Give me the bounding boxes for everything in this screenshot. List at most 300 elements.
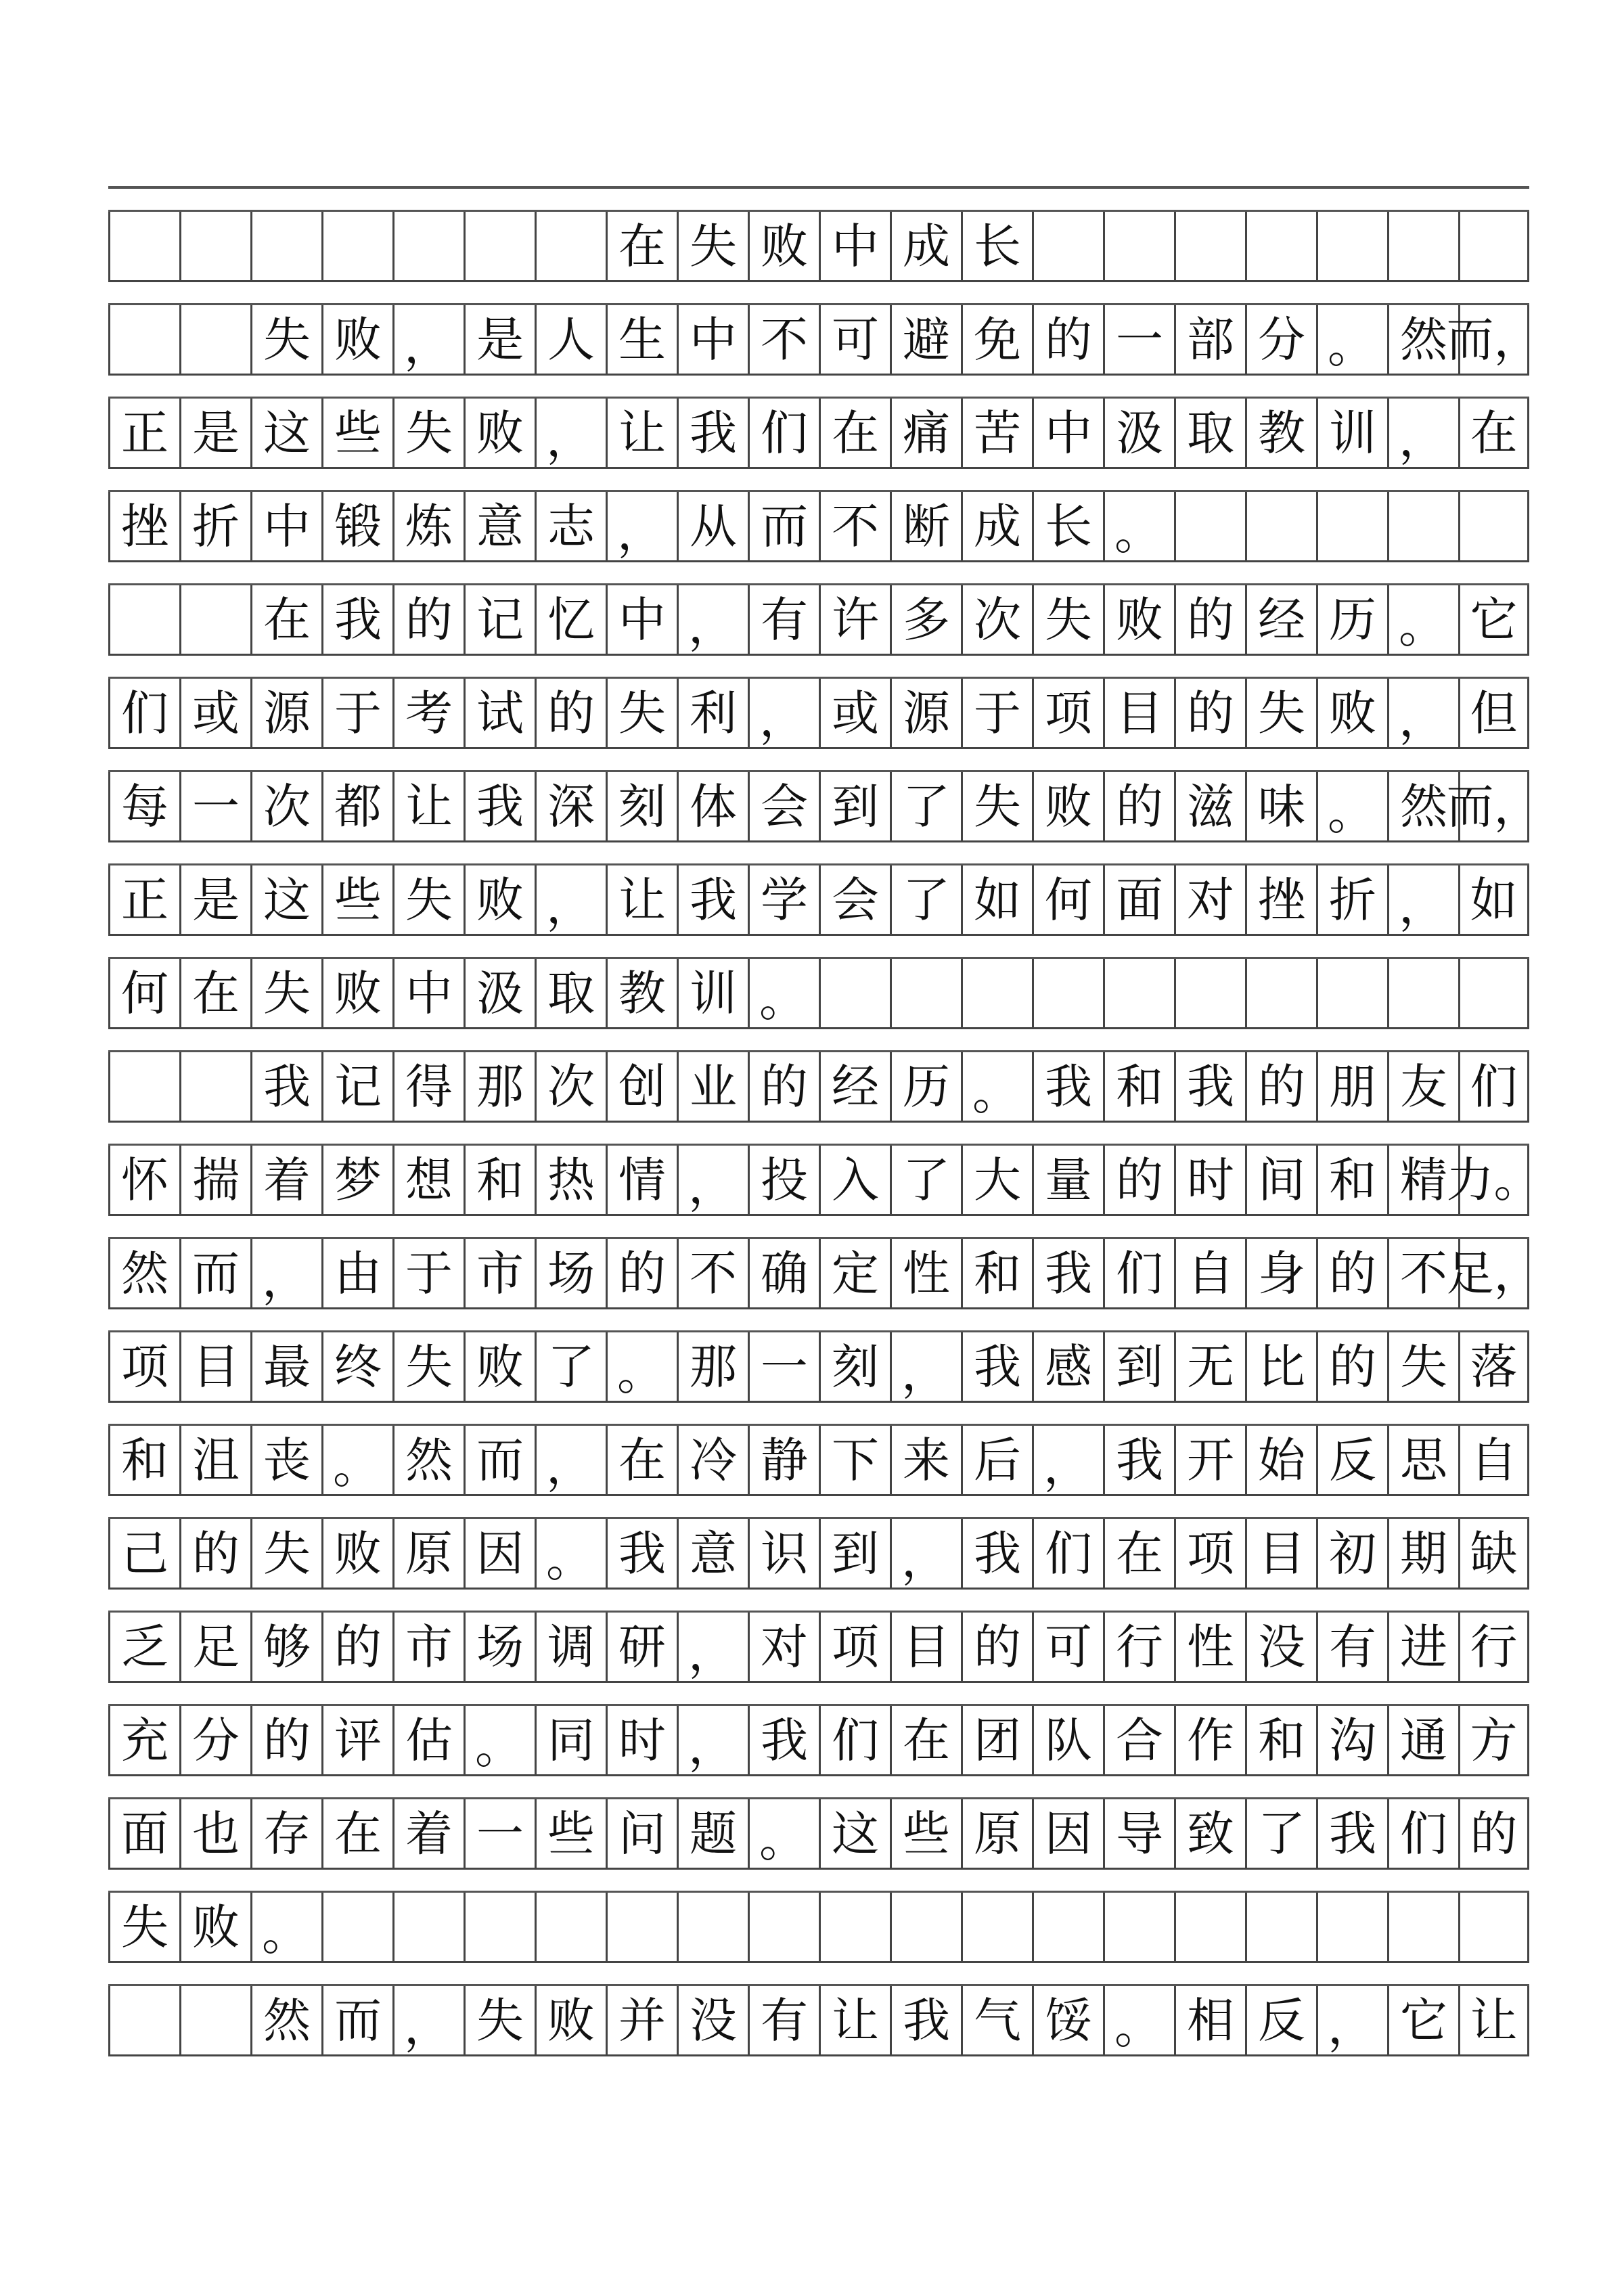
grid-cell: 我 bbox=[1103, 1426, 1174, 1494]
grid-cell: 败 bbox=[1316, 679, 1387, 747]
grid-cell bbox=[464, 1893, 535, 1961]
grid-cell: 投 bbox=[748, 1146, 819, 1214]
grid-cell: 在 bbox=[606, 1426, 677, 1494]
grid-cell: 比 bbox=[1245, 1332, 1316, 1401]
grid-cell: 次 bbox=[250, 772, 321, 840]
grid-cell: 身 bbox=[1245, 1239, 1316, 1307]
grid-cell: 可 bbox=[1032, 1613, 1103, 1681]
grid-cell: 通 bbox=[1387, 1706, 1458, 1774]
grid-cell: 了 bbox=[535, 1332, 606, 1401]
grid-cell: ， bbox=[250, 1239, 321, 1307]
grid-cell: 于 bbox=[961, 679, 1032, 747]
grid-cell: 中 bbox=[819, 212, 890, 280]
grid-cell: 也 bbox=[179, 1799, 250, 1868]
grid-cell: 或 bbox=[819, 679, 890, 747]
grid-cell bbox=[1103, 212, 1174, 280]
grid-cell: 这 bbox=[819, 1799, 890, 1868]
grid-cell: 沮 bbox=[179, 1426, 250, 1494]
grid-cell: 中 bbox=[677, 305, 748, 374]
grid-cell: 是 bbox=[179, 399, 250, 467]
grid-cell: 人 bbox=[535, 305, 606, 374]
grid-cell bbox=[1316, 492, 1387, 560]
grid-cell: ， bbox=[890, 1332, 961, 1401]
grid-cell bbox=[819, 1893, 890, 1961]
grid-cell: 们 bbox=[1103, 1239, 1174, 1307]
grid-cell: 可 bbox=[819, 305, 890, 374]
grid-cell: 败 bbox=[464, 399, 535, 467]
grid-cell: 然 bbox=[392, 1426, 464, 1494]
cell-strip bbox=[108, 959, 1529, 1029]
grid-cell: 识 bbox=[748, 1519, 819, 1588]
grid-cell bbox=[179, 1052, 250, 1121]
grid-cell: 市 bbox=[392, 1613, 464, 1681]
grid-cell: 分 bbox=[179, 1706, 250, 1774]
grid-cell: 在 bbox=[321, 1799, 392, 1868]
grid-cell: 。 bbox=[1103, 1986, 1174, 2054]
grid-cell: 导 bbox=[1103, 1799, 1174, 1868]
grid-cell: ， bbox=[677, 1146, 748, 1214]
grid-cell: 目 bbox=[1103, 679, 1174, 747]
grid-cell: 方 bbox=[1458, 1706, 1529, 1774]
grid-cell bbox=[1032, 959, 1103, 1027]
grid-cell: 我 bbox=[1032, 1239, 1103, 1307]
grid-cell: 那 bbox=[464, 1052, 535, 1121]
grid-cell: 志 bbox=[535, 492, 606, 560]
grid-cell: 团 bbox=[961, 1706, 1032, 1774]
grid-cell bbox=[250, 212, 321, 280]
grid-cell: 入 bbox=[819, 1146, 890, 1214]
grid-cell: 这 bbox=[250, 865, 321, 934]
grid-cell: 们 bbox=[108, 679, 179, 747]
grid-cell: 滋 bbox=[1174, 772, 1245, 840]
grid-cell: 估 bbox=[392, 1706, 464, 1774]
grid-cell: 意 bbox=[677, 1519, 748, 1588]
grid-cell bbox=[961, 1893, 1032, 1961]
grid-cell: 成 bbox=[961, 492, 1032, 560]
grid-cell bbox=[179, 585, 250, 654]
grid-cell: 目 bbox=[890, 1613, 961, 1681]
cell-strip bbox=[108, 1986, 1529, 2056]
grid-cell: 忆 bbox=[535, 585, 606, 654]
grid-cell: 中 bbox=[1032, 399, 1103, 467]
cell-strip bbox=[108, 1426, 1529, 1496]
grid-cell: 原 bbox=[392, 1519, 464, 1588]
grid-cell bbox=[748, 1893, 819, 1961]
grid-cell: 败 bbox=[321, 959, 392, 1027]
grid-cell: 朋 bbox=[1316, 1052, 1387, 1121]
grid-cell: 然 bbox=[1387, 772, 1458, 840]
grid-cell: 味 bbox=[1245, 772, 1316, 840]
grid-cell: ， bbox=[1387, 679, 1458, 747]
grid-cell: 的 bbox=[535, 679, 606, 747]
grid-cell: 问 bbox=[606, 1799, 677, 1868]
grid-cell: 败 bbox=[464, 1332, 535, 1401]
grid-cell: 。 bbox=[748, 959, 819, 1027]
grid-cell: 意 bbox=[464, 492, 535, 560]
grid-cell: 而 bbox=[464, 1426, 535, 1494]
row-spacer bbox=[108, 1683, 1529, 1706]
grid-cell: 汲 bbox=[1103, 399, 1174, 467]
grid-cell: 揣 bbox=[179, 1146, 250, 1214]
row-spacer bbox=[108, 1496, 1529, 1519]
grid-cell: 们 bbox=[1032, 1519, 1103, 1588]
grid-cell bbox=[1032, 212, 1103, 280]
grid-cell bbox=[1458, 212, 1529, 280]
grid-cell: 目 bbox=[1245, 1519, 1316, 1588]
grid-cell: 间 bbox=[1245, 1146, 1316, 1214]
grid-cell: 场 bbox=[464, 1613, 535, 1681]
grid-cell bbox=[961, 959, 1032, 1027]
grid-cell: 没 bbox=[1245, 1613, 1316, 1681]
cell-strip bbox=[108, 1893, 1529, 1963]
grid-cell: 的 bbox=[392, 585, 464, 654]
grid-cell: 败 bbox=[1032, 772, 1103, 840]
grid-cell: 的 bbox=[1316, 1332, 1387, 1401]
grid-cell: 开 bbox=[1174, 1426, 1245, 1494]
grid-cell: 让 bbox=[606, 399, 677, 467]
grid-cell: 痛 bbox=[890, 399, 961, 467]
grid-cell: 如 bbox=[1458, 865, 1529, 934]
grid-cell: 败 bbox=[321, 1519, 392, 1588]
grid-cell: 作 bbox=[1174, 1706, 1245, 1774]
grid-cell: 历 bbox=[1316, 585, 1387, 654]
grid-cell bbox=[1174, 959, 1245, 1027]
grid-cell: 训 bbox=[677, 959, 748, 1027]
grid-cell: 然 bbox=[108, 1239, 179, 1307]
grid-cell: 。 bbox=[606, 1332, 677, 1401]
grid-cell: ， bbox=[677, 1706, 748, 1774]
grid-cell: 因 bbox=[464, 1519, 535, 1588]
grid-cell: 它 bbox=[1387, 1986, 1458, 2054]
grid-cell: 够 bbox=[250, 1613, 321, 1681]
grid-cell: 因 bbox=[1032, 1799, 1103, 1868]
grid-cell: 业 bbox=[677, 1052, 748, 1121]
cell-strip bbox=[108, 1239, 1541, 1309]
grid-cell bbox=[677, 1893, 748, 1961]
grid-cell bbox=[1387, 959, 1458, 1027]
grid-cell: ， bbox=[392, 305, 464, 374]
grid-cell: 的 bbox=[1458, 1799, 1529, 1868]
grid-cell: 体 bbox=[677, 772, 748, 840]
grid-cell: 深 bbox=[535, 772, 606, 840]
grid-cell: 确 bbox=[748, 1239, 819, 1307]
grid-cell: 一 bbox=[179, 772, 250, 840]
grid-cell: ， bbox=[677, 585, 748, 654]
grid-cell bbox=[890, 1893, 961, 1961]
grid-cell: 无 bbox=[1174, 1332, 1245, 1401]
grid-cell: 免 bbox=[961, 305, 1032, 374]
grid-cell: 有 bbox=[748, 1986, 819, 2054]
grid-cell: 苦 bbox=[961, 399, 1032, 467]
grid-cell bbox=[108, 1986, 179, 2054]
grid-cell: 挫 bbox=[108, 492, 179, 560]
grid-cell bbox=[1245, 1893, 1316, 1961]
grid-cell: 的 bbox=[1245, 1052, 1316, 1121]
cell-strip bbox=[108, 492, 1529, 562]
grid-cell: 们 bbox=[748, 399, 819, 467]
cell-strip bbox=[108, 305, 1541, 376]
grid-cell: 断 bbox=[890, 492, 961, 560]
row-spacer bbox=[108, 1963, 1529, 1986]
grid-cell: 。 bbox=[748, 1799, 819, 1868]
grid-cell: 然 bbox=[1387, 305, 1458, 374]
grid-cell: 败 bbox=[179, 1893, 250, 1961]
cell-strip bbox=[108, 399, 1529, 469]
grid-cell: 长 bbox=[1032, 492, 1103, 560]
grid-cell: 到 bbox=[819, 1519, 890, 1588]
grid-cell: 了 bbox=[1245, 1799, 1316, 1868]
grid-cell: 热 bbox=[535, 1146, 606, 1214]
cell-strip bbox=[108, 772, 1541, 842]
grid-cell: ， bbox=[1387, 399, 1458, 467]
grid-cell: 和 bbox=[961, 1239, 1032, 1307]
row-spacer bbox=[108, 189, 1529, 212]
grid-cell: 足， bbox=[1458, 1239, 1529, 1307]
grid-cell: 于 bbox=[392, 1239, 464, 1307]
grid-cell: 源 bbox=[250, 679, 321, 747]
grid-cell: 充 bbox=[108, 1706, 179, 1774]
grid-cell: 取 bbox=[1174, 399, 1245, 467]
cell-strip bbox=[108, 865, 1529, 936]
grid-cell: 面 bbox=[108, 1799, 179, 1868]
grid-cell: 行 bbox=[1458, 1613, 1529, 1681]
grid-cell: 下 bbox=[819, 1426, 890, 1494]
grid-cell: 而 bbox=[179, 1239, 250, 1307]
grid-cell: ， bbox=[535, 865, 606, 934]
grid-cell: 在 bbox=[819, 399, 890, 467]
grid-cell bbox=[1103, 959, 1174, 1027]
grid-cell: 同 bbox=[535, 1706, 606, 1774]
grid-cell bbox=[1316, 959, 1387, 1027]
grid-cell: 败 bbox=[464, 865, 535, 934]
grid-cell: 力。 bbox=[1458, 1146, 1529, 1214]
grid-cell: 由 bbox=[321, 1239, 392, 1307]
grid-cell: 利 bbox=[677, 679, 748, 747]
grid-cell: 的 bbox=[1103, 1146, 1174, 1214]
grid-cell: 在 bbox=[1458, 399, 1529, 467]
grid-cell: 让 bbox=[606, 865, 677, 934]
row-spacer bbox=[108, 1309, 1529, 1332]
grid-cell: 失 bbox=[677, 212, 748, 280]
grid-cell: 部 bbox=[1174, 305, 1245, 374]
grid-cell: 的 bbox=[1174, 585, 1245, 654]
grid-cell: 考 bbox=[392, 679, 464, 747]
grid-cell bbox=[321, 212, 392, 280]
grid-cell bbox=[1174, 212, 1245, 280]
grid-cell: 的 bbox=[606, 1239, 677, 1307]
grid-cell: 失 bbox=[250, 1519, 321, 1588]
grid-cell: 锻 bbox=[321, 492, 392, 560]
grid-cell: 对 bbox=[748, 1613, 819, 1681]
grid-cell: 的 bbox=[1316, 1239, 1387, 1307]
grid-cell: 们 bbox=[1458, 1052, 1529, 1121]
row-spacer bbox=[108, 1123, 1529, 1146]
row-spacer bbox=[108, 842, 1529, 865]
grid-cell: 于 bbox=[321, 679, 392, 747]
grid-cell: 败 bbox=[535, 1986, 606, 2054]
grid-cell: 进 bbox=[1387, 1613, 1458, 1681]
grid-cell bbox=[392, 1893, 464, 1961]
grid-cell: 量 bbox=[1032, 1146, 1103, 1214]
grid-cell: ， bbox=[1032, 1426, 1103, 1494]
grid-cell: 期 bbox=[1387, 1519, 1458, 1588]
grid-cell: 自 bbox=[1174, 1239, 1245, 1307]
grid-cell bbox=[1032, 1893, 1103, 1961]
grid-cell bbox=[108, 305, 179, 374]
grid-cell bbox=[1316, 212, 1387, 280]
essay-grid-paper bbox=[108, 186, 1541, 2081]
grid-cell: 的 bbox=[748, 1052, 819, 1121]
grid-cell bbox=[1387, 492, 1458, 560]
grid-cell: 避 bbox=[890, 305, 961, 374]
grid-cell: 存 bbox=[250, 1799, 321, 1868]
grid-cell: 一 bbox=[748, 1332, 819, 1401]
grid-cell bbox=[108, 585, 179, 654]
grid-cell: 让 bbox=[819, 1986, 890, 2054]
grid-cell: 有 bbox=[748, 585, 819, 654]
grid-cell: ， bbox=[677, 1613, 748, 1681]
row-spacer bbox=[108, 936, 1529, 959]
grid-cell: 都 bbox=[321, 772, 392, 840]
grid-cell: ， bbox=[606, 492, 677, 560]
grid-cell: 反 bbox=[1316, 1426, 1387, 1494]
grid-cell bbox=[535, 1893, 606, 1961]
grid-cell: 。 bbox=[464, 1706, 535, 1774]
grid-cell: 精 bbox=[1387, 1146, 1458, 1214]
grid-cell: 。 bbox=[321, 1426, 392, 1494]
grid-cell: 初 bbox=[1316, 1519, 1387, 1588]
cell-strip bbox=[108, 1146, 1541, 1216]
grid-cell bbox=[179, 1986, 250, 2054]
grid-cell: 一 bbox=[1103, 305, 1174, 374]
grid-cell: 着 bbox=[392, 1799, 464, 1868]
grid-cell: 的 bbox=[1032, 305, 1103, 374]
grid-cell: 记 bbox=[321, 1052, 392, 1121]
grid-cell: 而， bbox=[1458, 772, 1529, 840]
cell-strip bbox=[108, 1519, 1529, 1590]
grid-cell bbox=[606, 1893, 677, 1961]
grid-cell: 何 bbox=[108, 959, 179, 1027]
grid-cell: 刻 bbox=[819, 1332, 890, 1401]
grid-cell: 始 bbox=[1245, 1426, 1316, 1494]
grid-cell: 们 bbox=[819, 1706, 890, 1774]
grid-cell: 到 bbox=[1103, 1332, 1174, 1401]
grid-cell: 调 bbox=[535, 1613, 606, 1681]
grid-cell: 我 bbox=[748, 1706, 819, 1774]
grid-cell: 了 bbox=[890, 1146, 961, 1214]
row-spacer bbox=[108, 1590, 1529, 1613]
grid-cell: 到 bbox=[819, 772, 890, 840]
grid-cell: 经 bbox=[819, 1052, 890, 1121]
grid-cell: 那 bbox=[677, 1332, 748, 1401]
grid-cell: ， bbox=[392, 1986, 464, 2054]
grid-cell: 历 bbox=[890, 1052, 961, 1121]
grid-cell: 合 bbox=[1103, 1706, 1174, 1774]
grid-cell: 时 bbox=[1174, 1146, 1245, 1214]
grid-cell: 而 bbox=[321, 1986, 392, 2054]
grid-cell: 源 bbox=[890, 679, 961, 747]
row-spacer bbox=[108, 1870, 1529, 1893]
grid-cell: 们 bbox=[1387, 1799, 1458, 1868]
grid-cell bbox=[819, 959, 890, 1027]
grid-cell: 场 bbox=[535, 1239, 606, 1307]
grid-cell: 它 bbox=[1458, 585, 1529, 654]
grid-cell: 静 bbox=[748, 1426, 819, 1494]
grid-cell bbox=[1458, 959, 1529, 1027]
grid-cell: 正 bbox=[108, 865, 179, 934]
grid-cell: 我 bbox=[321, 585, 392, 654]
grid-cell bbox=[108, 212, 179, 280]
grid-cell: 项 bbox=[819, 1613, 890, 1681]
grid-cell bbox=[1245, 492, 1316, 560]
cell-strip bbox=[108, 1613, 1529, 1683]
grid-cell: 学 bbox=[748, 865, 819, 934]
grid-cell: 败 bbox=[321, 305, 392, 374]
grid-cell: 会 bbox=[748, 772, 819, 840]
grid-cell: 得 bbox=[392, 1052, 464, 1121]
cell-strip bbox=[108, 679, 1529, 749]
grid-cell: 多 bbox=[890, 585, 961, 654]
grid-cell bbox=[1103, 1893, 1174, 1961]
grid-cell bbox=[108, 1052, 179, 1121]
grid-cell: 了 bbox=[890, 865, 961, 934]
grid-cell: 和 bbox=[108, 1426, 179, 1494]
grid-cell: 友 bbox=[1387, 1052, 1458, 1121]
grid-cell: 失 bbox=[108, 1893, 179, 1961]
grid-cell: 丧 bbox=[250, 1426, 321, 1494]
grid-cell bbox=[890, 959, 961, 1027]
grid-cell: 而 bbox=[748, 492, 819, 560]
grid-cell: 我 bbox=[464, 772, 535, 840]
grid-cell: 己 bbox=[108, 1519, 179, 1588]
grid-cell: 但 bbox=[1458, 679, 1529, 747]
row-spacer bbox=[108, 1029, 1529, 1052]
grid-cell: 感 bbox=[1032, 1332, 1103, 1401]
grid-cell: ， bbox=[535, 1426, 606, 1494]
grid-cell: 反 bbox=[1245, 1986, 1316, 2054]
grid-cell: 次 bbox=[535, 1052, 606, 1121]
grid-cell: 每 bbox=[108, 772, 179, 840]
grid-cell bbox=[179, 305, 250, 374]
grid-cell: 败 bbox=[1103, 585, 1174, 654]
grid-cell: 失 bbox=[392, 865, 464, 934]
grid-cell: 没 bbox=[677, 1986, 748, 2054]
grid-cell: 着 bbox=[250, 1146, 321, 1214]
grid-cell: 失 bbox=[392, 399, 464, 467]
grid-cell: 沟 bbox=[1316, 1706, 1387, 1774]
grid-cell: 中 bbox=[392, 959, 464, 1027]
grid-cell: 记 bbox=[464, 585, 535, 654]
grid-cell: 缺 bbox=[1458, 1519, 1529, 1588]
grid-cell: 情 bbox=[606, 1146, 677, 1214]
grid-cell: 落 bbox=[1458, 1332, 1529, 1401]
grid-cell: 市 bbox=[464, 1239, 535, 1307]
cell-strip bbox=[108, 1052, 1529, 1123]
grid-cell: 最 bbox=[250, 1332, 321, 1401]
grid-cell: 的 bbox=[961, 1613, 1032, 1681]
grid-cell: 来 bbox=[890, 1426, 961, 1494]
grid-cell bbox=[1387, 1893, 1458, 1961]
row-spacer bbox=[108, 282, 1529, 305]
grid-cell: ， bbox=[748, 679, 819, 747]
grid-cell bbox=[464, 212, 535, 280]
grid-cell: 。 bbox=[1103, 492, 1174, 560]
grid-cell: 何 bbox=[1032, 865, 1103, 934]
grid-cell: 分 bbox=[1245, 305, 1316, 374]
grid-cell bbox=[1245, 212, 1316, 280]
grid-cell: 原 bbox=[961, 1799, 1032, 1868]
grid-cell: 挫 bbox=[1245, 865, 1316, 934]
